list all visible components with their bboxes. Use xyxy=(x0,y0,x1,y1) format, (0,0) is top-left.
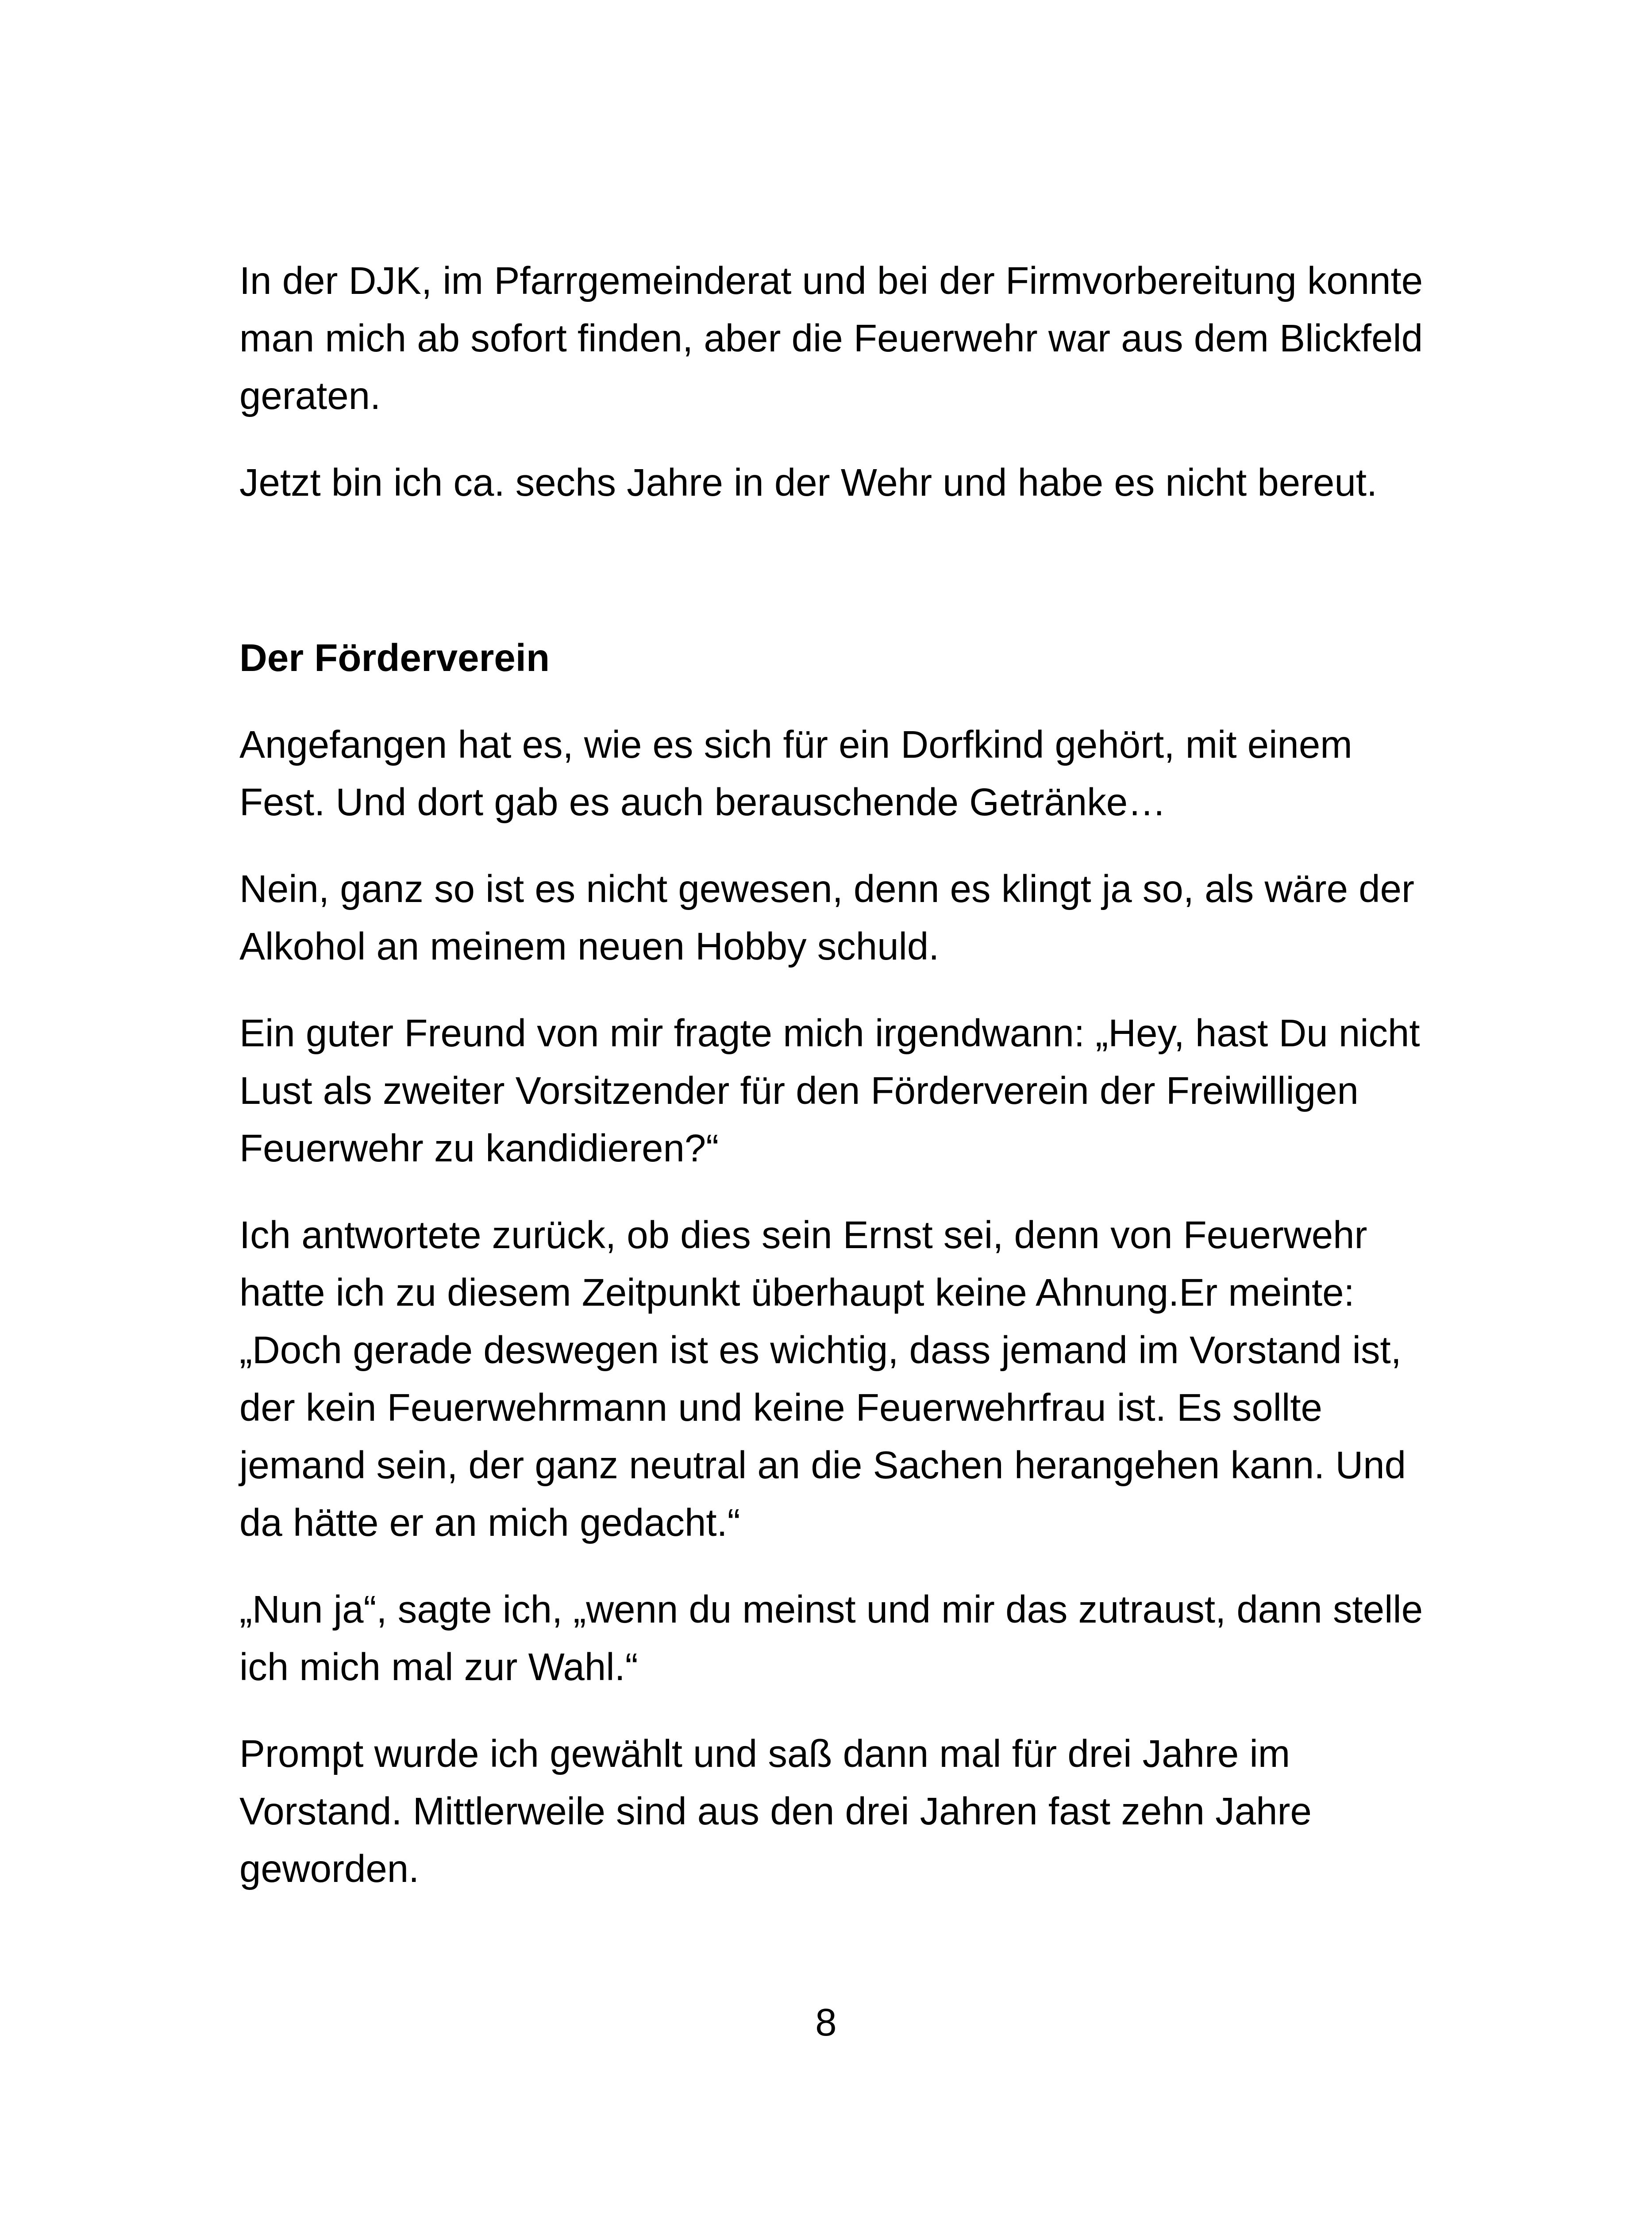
paragraph: Ich antwortete zurück, ob dies sein Ernst sei, denn von Feuerwehr hatte ich zu diesem Zeitpunkt überhaupt keine Ahnung.Er meinte: „Doch gerade deswegen ist es wichtig, dass jemand im Vorstand ist, der kein Feuerwehrmann und keine Feuerwehrfrau ist. Es sollte jemand sein, der ganz neutral an die Sachen herangehen kann. Und da hätte er an mich gedacht.“ xyxy=(239,1214,1406,1544)
paragraph: Jetzt bin ich ca. sechs Jahre in der Wehr und habe es nicht bereut. xyxy=(239,461,1378,504)
paragraph: Prompt wurde ich gewählt und saß dann mal für drei Jahre im Vorstand. Mittlerweile sind aus den drei Jahren fast zehn Jahre geworden. xyxy=(239,1732,1312,1890)
section-spacer xyxy=(239,541,1434,629)
section-heading: Der Förderverein xyxy=(239,636,550,679)
page-content xyxy=(239,252,1434,1927)
paragraph: Ein guter Freund von mir fragte mich irgendwann: „Hey, hast Du nicht Lust als zweiter Vorsitzender für den Förderverein der Freiwilligen Feuerwehr zu kandidieren?“ xyxy=(239,1012,1420,1170)
paragraph: Angefangen hat es, wie es sich für ein Dorfkind gehört, mit einem Fest. Und dort gab es auch berauschende Getränke… xyxy=(239,723,1352,824)
paragraph: „Nun ja“, sagte ich, „wenn du meinst und mir das zutraust, dann stelle ich mich mal zur Wahl.“ xyxy=(239,1588,1423,1689)
paragraph: In der DJK, im Pfarrgemeinderat und bei der Firmvorbereitung konnte man mich ab sofort finden, aber die Feuerwehr war aus dem Blickfeld geraten. xyxy=(239,259,1423,417)
paragraph: Nein, ganz so ist es nicht gewesen, denn es klingt ja so, als wäre der Alkohol an meinem neuen Hobby schuld. xyxy=(239,867,1414,968)
page-number: 8 xyxy=(815,2001,837,2044)
